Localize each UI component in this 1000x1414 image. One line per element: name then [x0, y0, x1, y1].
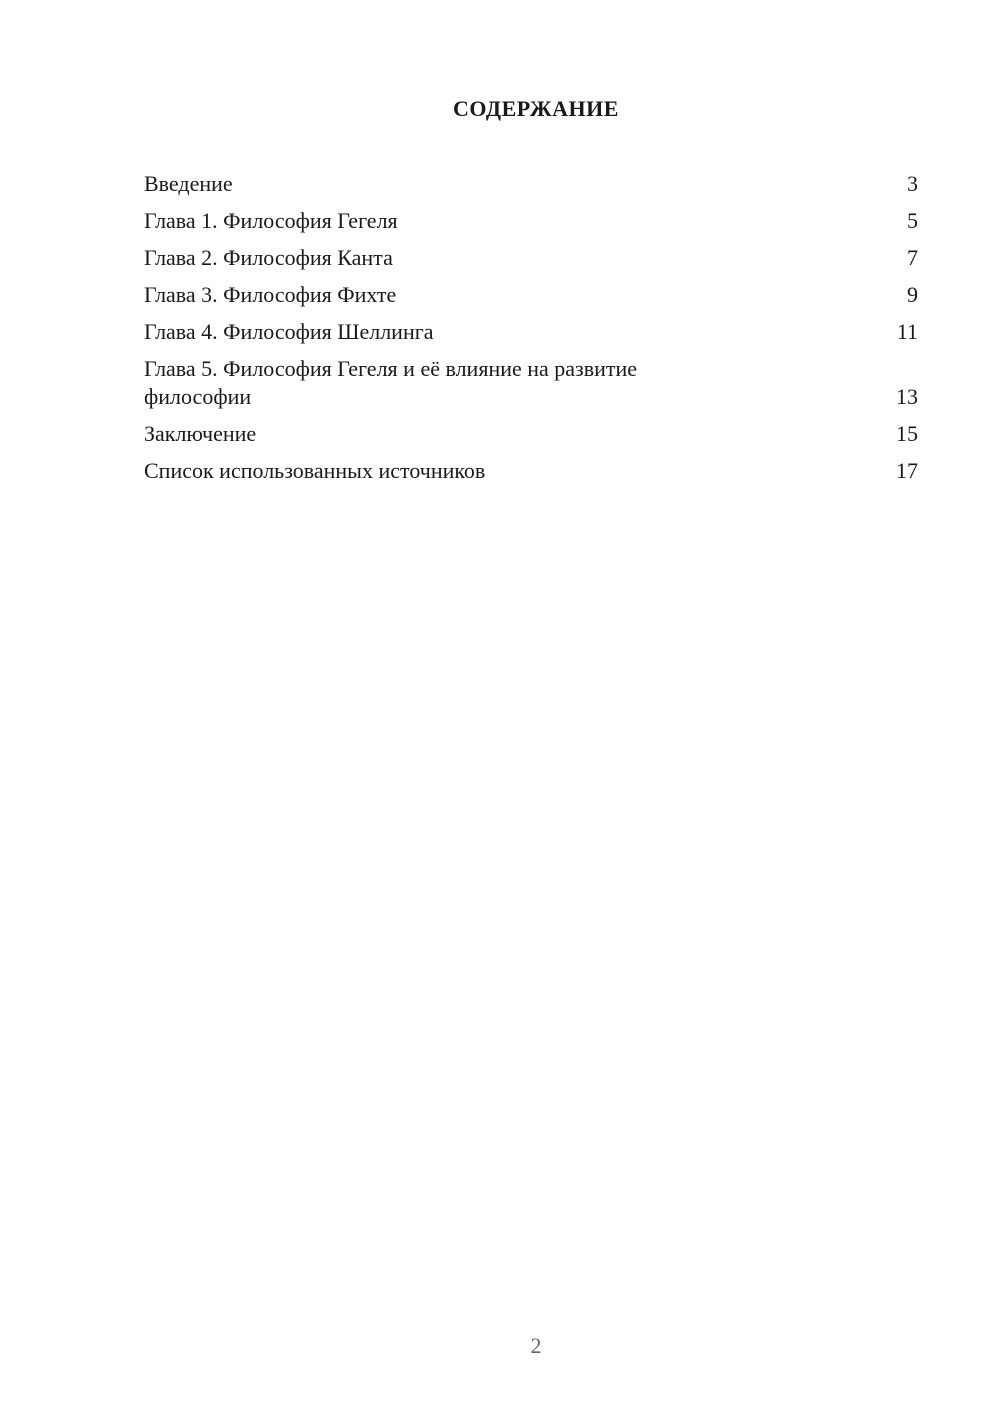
toc-entry — [144, 318, 918, 346]
toc-entry — [144, 457, 918, 485]
toc-entry-label: Список использованных источников — [144, 458, 486, 483]
toc-entry-page-number: 11 — [896, 319, 918, 344]
toc-entry-page-number: 3 — [907, 171, 918, 196]
page-title: СОДЕРЖАНИЕ — [453, 96, 619, 121]
toc-entry-page-number: 15 — [896, 421, 918, 446]
toc-entry-page-number: 9 — [907, 282, 918, 307]
toc-entry-label: Глава 3. Философия Фихте — [144, 282, 397, 307]
toc-entry-label: Глава 1. Философия Гегеля — [144, 208, 398, 233]
toc-entry — [144, 281, 918, 309]
toc-entry — [144, 170, 918, 198]
toc-entry-label: Глава 2. Философия Канта — [144, 245, 393, 270]
toc-entry-label: Глава 4. Философия Шеллинга — [144, 319, 434, 344]
toc-entry-label: Введение — [144, 171, 233, 196]
toc-entry-page-number: 13 — [896, 384, 918, 409]
toc-entry-page-number: 5 — [907, 208, 918, 233]
toc-entry — [144, 420, 918, 448]
toc-entry-page-number: 17 — [896, 458, 918, 483]
toc-entry — [144, 207, 918, 235]
toc-entry-page-number: 7 — [907, 245, 918, 270]
table-of-contents — [144, 170, 918, 494]
toc-entry-label: Глава 5. Философия Гегеля и её влияние на развитие философии — [144, 356, 638, 409]
toc-entry — [144, 244, 918, 272]
page-number: 2 — [530, 1333, 542, 1358]
toc-entry-label: Заключение — [144, 421, 257, 446]
toc-entry — [144, 355, 918, 411]
